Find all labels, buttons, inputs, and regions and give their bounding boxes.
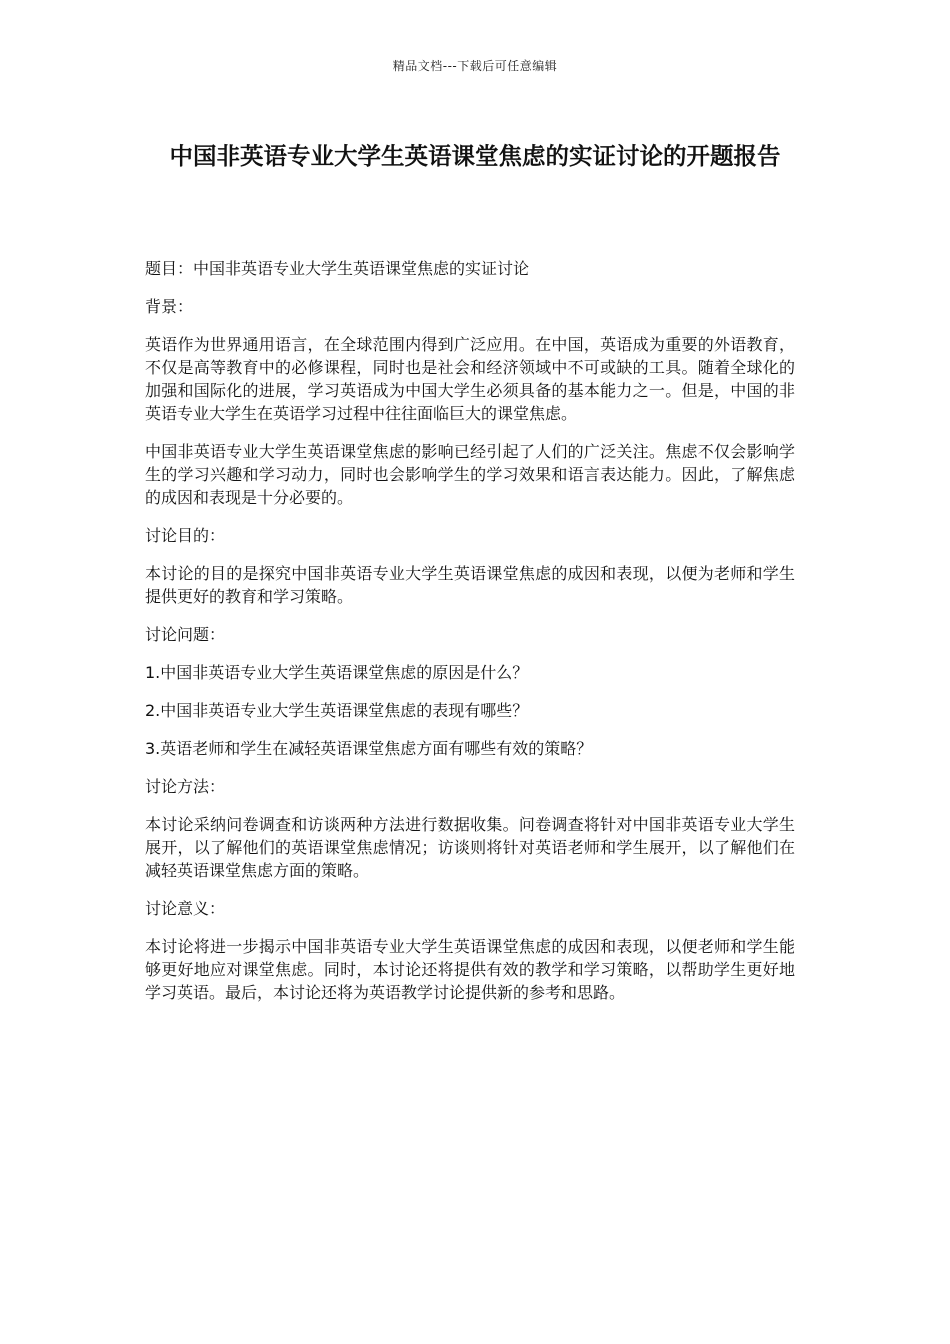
document-title: 中国非英语专业大学生英语课堂焦虑的实证讨论的开题报告 (169, 142, 781, 170)
background-paragraph-1: 英语作为世界通用语言，在全球范围内得到广泛应用。在中国，英语成为重要的外语教育，不仅是高等教育中的必修课程，同时也是社会和经济领域中不可或缺的工具。随着全球化的加强和国际化的进展，学习英语成为中国大学生必须具备的基本能力之一。但是，中国的非英语专业大学生在英语学习过程中往往面临巨大的课堂焦虑。 (145, 335, 795, 423)
question-item-1: 1.中国非英语专业大学生英语课堂焦虑的原因是什么？ (145, 663, 529, 682)
significance-paragraph: 本讨论将进一步揭示中国非英语专业大学生英语课堂焦虑的成因和表现，以便老师和学生能够更好地应对课堂焦虑。同时，本讨论还将提供有效的教学和学习策略，以帮助学生更好地学习英语。最后，本讨论还将为英语教学讨论提供新的参考和思路。 (145, 937, 795, 1002)
section-heading-questions: 讨论问题： (145, 625, 226, 644)
section-heading-significance: 讨论意义： (145, 899, 226, 918)
question-item-3: 3.英语老师和学生在减轻英语课堂焦虑方面有哪些有效的策略？ (145, 739, 593, 758)
header-note: 精品文档---下载后可任意编辑 (392, 59, 558, 73)
section-heading-purpose: 讨论目的： (145, 526, 226, 545)
methods-paragraph: 本讨论采纳问卷调查和访谈两种方法进行数据收集。问卷调查将针对中国非英语专业大学生展开，以了解他们的英语课堂焦虑情况；访谈则将针对英语老师和学生展开，以了解他们在减轻英语课堂焦虑方面的策略。 (145, 815, 795, 880)
question-item-2: 2.中国非英语专业大学生英语课堂焦虑的表现有哪些？ (145, 701, 529, 720)
document-body (145, 257, 795, 1019)
section-heading-background: 背景： (145, 297, 194, 316)
purpose-paragraph: 本讨论的目的是探究中国非英语专业大学生英语课堂焦虑的成因和表现，以便为老师和学生提供更好的教育和学习策略。 (145, 564, 795, 606)
topic-line: 题目：中国非英语专业大学生英语课堂焦虑的实证讨论 (145, 259, 530, 278)
background-paragraph-2: 中国非英语专业大学生英语课堂焦虑的影响已经引起了人们的广泛关注。焦虑不仅会影响学生的学习兴趣和学习动力，同时也会影响学生的学习效果和语言表达能力。因此，了解焦虑的成因和表现是十分必要的。 (145, 442, 795, 507)
section-heading-methods: 讨论方法： (145, 777, 226, 796)
